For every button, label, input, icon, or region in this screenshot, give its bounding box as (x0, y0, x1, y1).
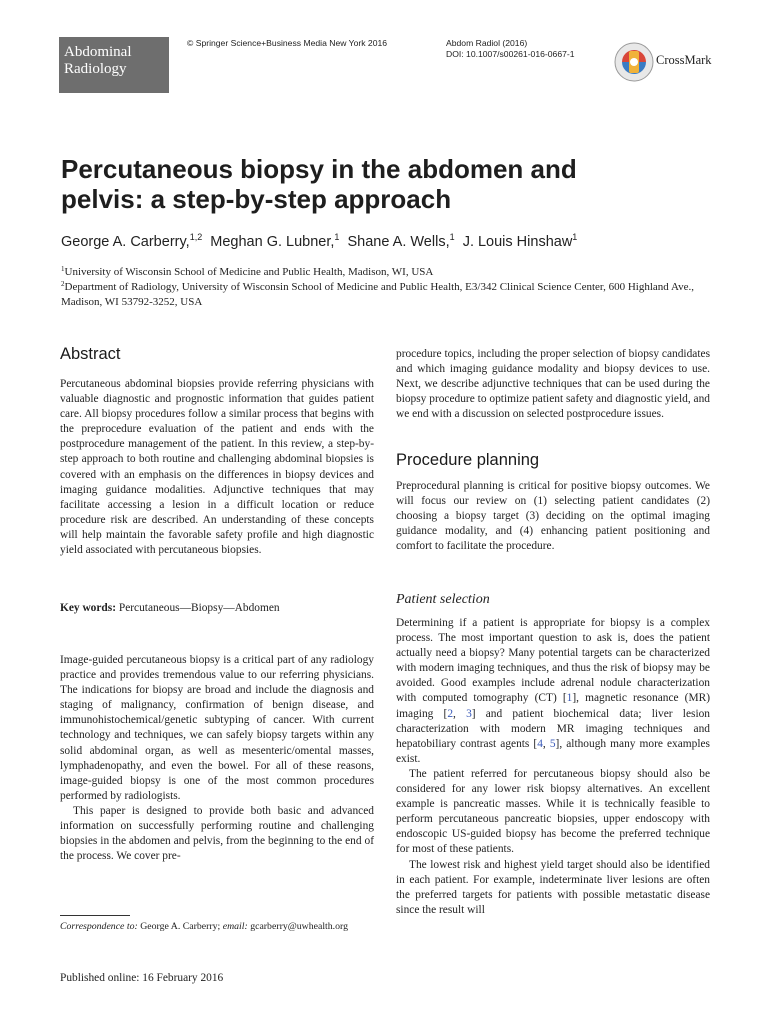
author-affiliation-mark: 1 (449, 232, 455, 242)
patient-selection-heading: Patient selection (396, 592, 490, 607)
doi[interactable]: DOI: 10.1007/s00261-016-0667-1 (446, 49, 575, 59)
intro-paragraph-2: This paper is designed to provide both basic and advanced information on successfully performing routine and challenging biopsies in the abdomen and pelvis, from the beginning to the end of the process. We cover pre- (60, 804, 374, 863)
text-run: ], magnetic resonance (MR) imaging [ (396, 692, 710, 720)
correspondence-email[interactable]: gcarberry@uwhealth.org (250, 921, 348, 932)
citation: Abdom Radiol (2016) (446, 38, 528, 48)
affiliation-number: 2 (61, 280, 65, 288)
author-name: J. Louis Hinshaw (462, 234, 573, 250)
abstract-heading: Abstract (60, 345, 121, 363)
affiliation-number: 1 (61, 265, 65, 273)
affiliation-text: Department of Radiology, University of Wisconsin School of Medicine and Public Health, E3/342 Clinical Science Center, 600 Highland Ave., Madison, WI 53792-3252, USA (61, 281, 694, 308)
title-line-1: Percutaneous biopsy in the abdomen and (61, 154, 577, 184)
author-list (61, 232, 721, 250)
intro-body (60, 653, 374, 864)
journal-name-line2: Radiology (64, 61, 127, 77)
citation-link-4[interactable]: 4 (537, 737, 543, 750)
keywords-text: Percutaneous—Biopsy—Abdomen (118, 602, 280, 614)
intro-paragraph-continued: procedure topics, including the proper selection of biopsy candidates and which imaging guidance modality and biopsy devices to use. Next, we describe adjunctive techniques that can be used during the biopsy procedure to optimize patient safety and diagnostic yield, and we end with a discussion on selected postprocedure issues. (396, 348, 710, 421)
correspondence-label: Correspondence to: (60, 921, 138, 932)
author-affiliation-mark: 1 (572, 232, 578, 242)
footnote-rule (60, 915, 130, 916)
patient-selection-paragraph-1: Determining if a patient is appropriate for biopsy is a complex process. The most important question to ask is, does the patient actually need a biopsy? Many potential targets can be characterized with modern imaging techniques, and thus the risk of biopsy may be avoided. Good examples include adrenal nodule characterization with computed tomography (CT) [1], magnetic resonance (MR) imaging [2, 3] and patient biochemical data; liver lesion characterization with modern MR imaging techniques and hepatobiliary contrast agents [4, 5], although many more examples exist. (396, 617, 710, 765)
crossmark-label: CrossMark (656, 53, 712, 67)
procedure-planning-paragraph: Preprocedural planning is critical for positive biopsy outcomes. We will focus our review on (1) selecting patient candidates (2) choosing a biopsy target (3) deciding on the optimal imaging guidance modality, and (4) enhancing patient positioning and comfort to facilitate the procedure. (396, 480, 710, 553)
citation-link-1[interactable]: 1 (566, 692, 573, 705)
keywords (60, 601, 374, 616)
text-run: Determining if a patient is appropriate for biopsy is a complex process. The most important question to ask is, does the patient actually need a biopsy? Many potential targets can be characterized with modern imaging techniques, and thus the risk of biopsy may be avoided. Good examples include adrenal nodule characterization with computed tomography (CT) [ (396, 617, 710, 705)
intro-continued (396, 347, 710, 422)
keywords-label: Key words: (60, 602, 116, 614)
affiliation-2 (61, 277, 721, 310)
citation-link-3[interactable]: 3 (466, 707, 472, 720)
author-name: George A. Carberry, (61, 234, 190, 250)
published-date: Published online: 16 February 2016 (60, 972, 224, 984)
patient-selection-body (396, 616, 710, 918)
correspondence-name: George A. Carberry; (140, 921, 221, 932)
email-label: email: (222, 921, 248, 932)
publisher-line: © Springer Science+Business Media New York 2016 (187, 38, 388, 48)
citation-link-5[interactable]: 5 (549, 737, 556, 750)
author-name: Shane A. Wells, (347, 234, 450, 250)
article-title (61, 154, 711, 214)
intro-paragraph-1: Image-guided percutaneous biopsy is a critical part of any radiology practice and provides tremendous value to our referring physicians. The indications for biopsy are broad and include the diagnosis and staging of malignancy, confirmation of benign disease, and immunohistochemical/genetic subtyping of cancer. With current technology and techniques, we can safely biopsy targets within any solid abdominal organ, as well as mesenteric/omental masses, lymphadenopathy, and even the bowel. For all of these reasons, image-guided biopsy is one of the most common procedures performed by radiologists. (60, 654, 374, 802)
title-line-2: pelvis: a step-by-step approach (61, 184, 452, 214)
procedure-planning-body (396, 479, 710, 554)
abstract-text: Percutaneous abdominal biopsies provide referring physicians with valuable diagnostic and prognostic information that guides patient care. All biopsy procedures follow a similar process that begins with the preprocedure evaluation of the patient and ends with the postprocedure management of the patient. In this review, a step-by-step approach to both routine and challenging abdominal biopsies is covered with an emphasis on the differences in biopsy devices and imaging guidance modalities. Adjunctive techniques that may facilitate accessing a lesion in a difficult location or reduce procedure risk are described. An understanding of these concepts will help maintain the favorable safety profile and high diagnostic yield associated with percutaneous biopsies. (60, 378, 374, 557)
crossmark-icon (614, 40, 654, 84)
procedure-planning-heading: Procedure planning (396, 451, 540, 469)
correspondence-footnote (60, 920, 374, 934)
patient-selection-paragraph-2: The patient referred for percutaneous biopsy should also be considered for any lower risk biopsy alternatives. An excellent example is pancreatic masses. While it is technically feasible to perform percutaneous pancreatic biopsies, upper endoscopy with endoscopic US-guided biopsy has become the preferred technique for most of these patients. (396, 767, 710, 856)
patient-selection-paragraph-3: The lowest risk and highest yield target should also be identified in each patient. For example, indeterminate liver lesions are often the preferred targets for patients with possible metastatic disease since the result will (396, 858, 710, 916)
author-name: Meghan G. Lubner, (210, 234, 335, 250)
text-run: ], although many more examples exist. (396, 737, 710, 765)
journal-logo (59, 37, 169, 93)
text-run: ] and patient biochemical data; liver lesion characterization with modern MR imaging techniques and hepatobiliary contrast agents [ (396, 707, 710, 750)
abstract-body (60, 377, 374, 558)
crossmark-badge[interactable] (614, 40, 724, 84)
author-affiliation-mark: 1,2 (189, 232, 203, 242)
citation-link-2[interactable]: 2 (447, 707, 454, 720)
journal-name-line1: Abdominal (64, 44, 132, 60)
author-affiliation-mark: 1 (334, 232, 340, 242)
affiliation-text: University of Wisconsin School of Medicine and Public Health, Madison, WI, USA (64, 266, 434, 278)
